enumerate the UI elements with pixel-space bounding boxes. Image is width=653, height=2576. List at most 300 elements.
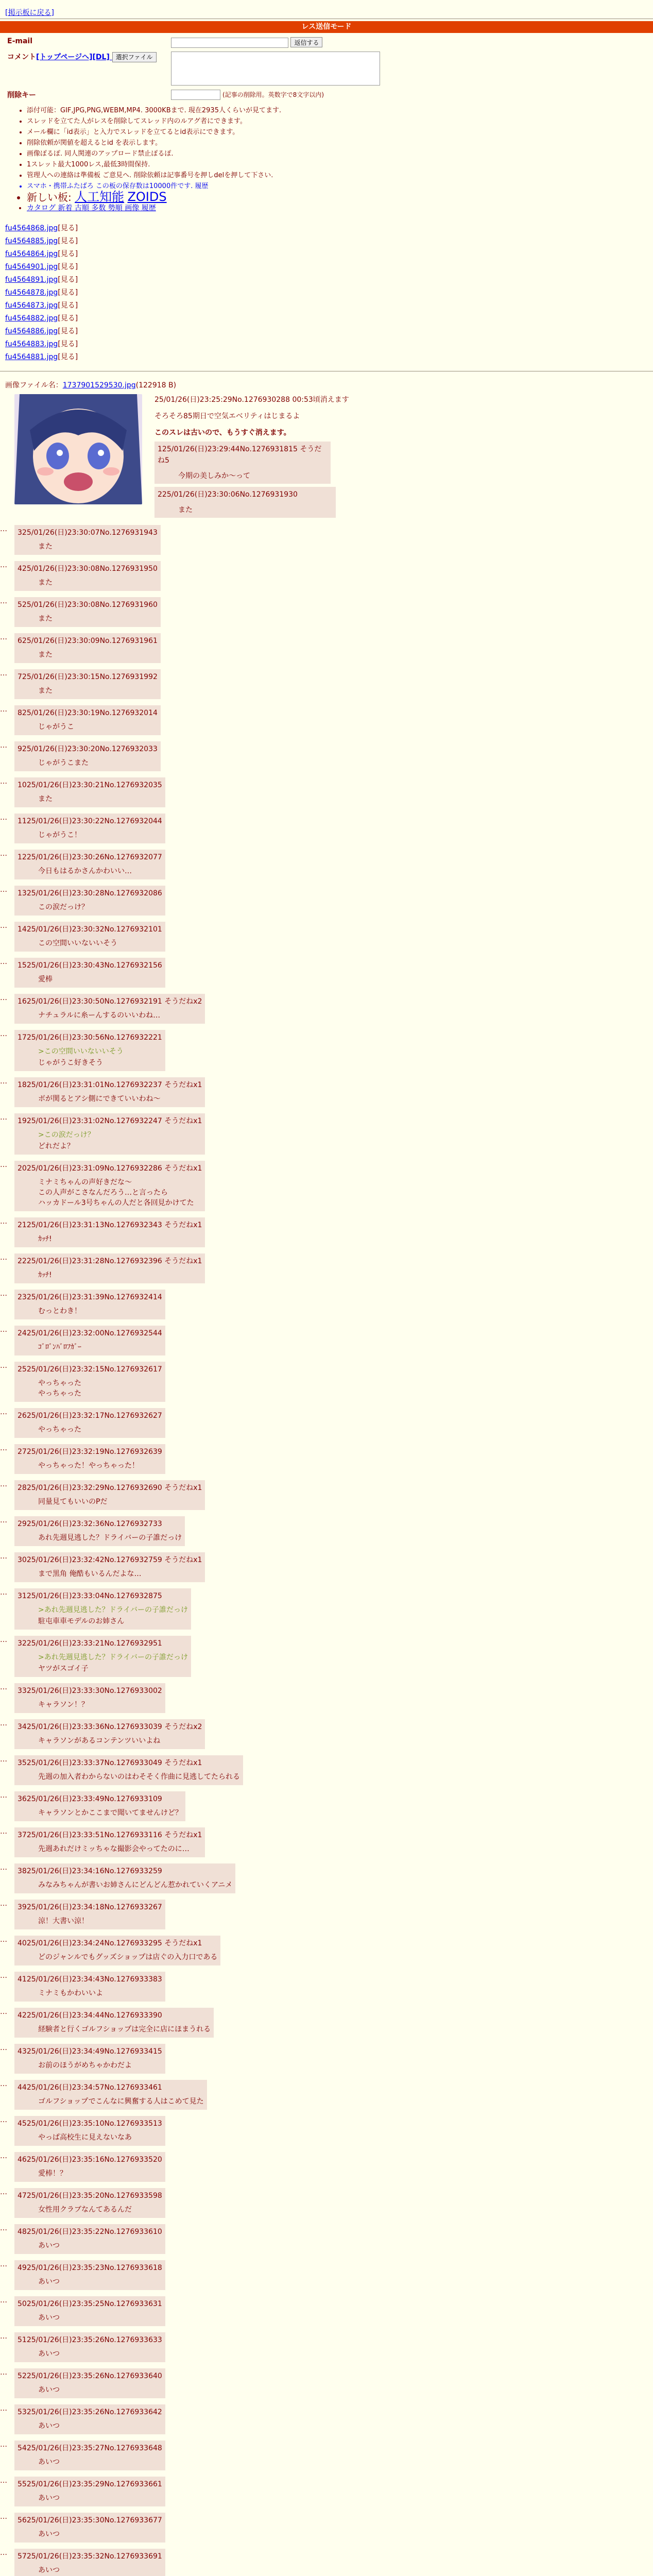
response-row xyxy=(0,1480,653,1510)
response-header: 2525/01/26(日)23:32:15No.1276932617 xyxy=(18,1365,162,1374)
reply-header: 125/01/26(日)23:29:44No.1276931815 そうだね5 xyxy=(158,445,322,465)
response-body: あいつ xyxy=(38,2314,60,2322)
response-header: 5525/01/26(日)23:35:29No.1276933661 xyxy=(18,2480,162,2488)
op-body: そろそろ85期日で空気エベリティはじまるよ xyxy=(154,412,300,420)
response-body: 今日もはるかさんかわいい… xyxy=(38,867,132,875)
response-row xyxy=(0,1936,653,1965)
response-box xyxy=(14,1362,165,1402)
indent-dots: … xyxy=(0,2296,7,2304)
indent-dots: … xyxy=(0,1719,7,1727)
response-header: 2225/01/26(日)23:31:28No.1276932396 そうだねx1 xyxy=(18,1257,202,1265)
response-header: 5725/01/26(日)23:35:32No.1276933691 xyxy=(18,2552,162,2561)
response-body: ｺﾞﾛﾞﾝﾊﾞﾛﾌｶﾞｰ xyxy=(38,1343,81,1351)
response-box xyxy=(14,994,205,1024)
anime-girl-image xyxy=(14,394,142,504)
jpg-link[interactable]: fu4564886.jpg xyxy=(5,327,58,335)
response-body: あいつ xyxy=(38,2458,60,2466)
response-header: 5325/01/26(日)23:35:26No.1276933642 xyxy=(18,2408,162,2416)
view-label[interactable]: [見る] xyxy=(58,276,78,284)
response-header: 4825/01/26(日)23:35:22No.1276933610 xyxy=(18,2228,162,2236)
response-box xyxy=(14,2477,165,2506)
response-body: 涼！大書い涼！ xyxy=(38,1917,89,1925)
view-label[interactable]: [見る] xyxy=(58,340,78,348)
response-header: 725/01/26(日)23:30:15No.1276931992 xyxy=(18,673,158,681)
response-row xyxy=(0,633,653,663)
file-size: (122918 B) xyxy=(135,381,177,389)
view-label[interactable]: [見る] xyxy=(58,327,78,335)
response-row xyxy=(0,2116,653,2146)
response-row xyxy=(0,2368,653,2398)
file-label: 画像ファイル名： xyxy=(5,381,63,389)
response-list xyxy=(0,525,653,2576)
comment-links[interactable]: [トップページへ][DL] xyxy=(36,53,112,61)
response-box xyxy=(14,2260,165,2290)
view-label[interactable]: [見る] xyxy=(58,314,78,323)
rule-item: • 管理人への連絡は準備板 ご意見へ. 削除依頼は記事番号を押しdelを押して下さい. xyxy=(27,170,653,181)
new-board-line xyxy=(27,192,653,203)
indent-dots: … xyxy=(0,1588,7,1597)
response-row xyxy=(0,1719,653,1749)
response-header: 4225/01/26(日)23:34:44No.1276933390 xyxy=(18,2011,162,2020)
response-body: ｶｯﾁ! xyxy=(38,1271,52,1279)
response-body: 愛棒 xyxy=(38,975,53,984)
response-header: 925/01/26(日)23:30:20No.1276932033 xyxy=(18,745,158,753)
response-box xyxy=(14,1827,205,1857)
response-body: やっちゃった やっちゃった xyxy=(38,1379,81,1398)
response-body: みなみちゃんが書いお姉さんにどんどん惹かれていくアニメ xyxy=(38,1881,233,1889)
response-body: あいつ xyxy=(38,2350,60,2358)
new-board-link[interactable]: 人工知能 xyxy=(75,190,125,204)
mode-banner: レス送信モード xyxy=(0,21,653,33)
rule-item: • スレッドを立てた人がレスを削除してスレッド内のルアグ者にできます。 xyxy=(27,116,653,127)
response-body: また xyxy=(38,687,53,695)
jpg-link[interactable]: fu4564901.jpg xyxy=(5,263,58,271)
jpg-link[interactable]: fu4564882.jpg xyxy=(5,314,58,323)
response-header: 2625/01/26(日)23:32:17No.1276932627 xyxy=(18,1412,162,1420)
delkey-hint: (記事の削除用。英数字で8文字以内) xyxy=(222,91,324,98)
response-box xyxy=(14,1480,205,1510)
response-header: 1625/01/26(日)23:30:50No.1276932191 そうだねx2 xyxy=(18,997,202,1006)
response-header: 1825/01/26(日)23:31:01No.1276932237 そうだねx1 xyxy=(18,1081,202,1089)
response-row xyxy=(0,2224,653,2254)
response-box xyxy=(14,561,161,591)
op-first-reply xyxy=(154,442,331,484)
response-box xyxy=(14,2116,165,2146)
response-row xyxy=(0,922,653,952)
response-box xyxy=(14,1516,185,1546)
indent-dots: … xyxy=(0,2080,7,2088)
response-header: 4925/01/26(日)23:35:23No.1276933618 xyxy=(18,2264,162,2272)
rule-item: • 添付可能：GIF,JPG,PNG,WEBM,MP4. 3000KBまで. 現在2935人くらいが見てます. xyxy=(27,105,653,116)
response-box xyxy=(14,1936,220,1965)
response-header: 2425/01/26(日)23:32:00No.1276932544 xyxy=(18,1329,162,1337)
jpg-link[interactable]: fu4564885.jpg xyxy=(5,237,58,245)
response-header: 5025/01/26(日)23:35:25No.1276933631 xyxy=(18,2300,162,2308)
response-box xyxy=(14,1290,165,1319)
response-box xyxy=(14,1217,205,1247)
response-header: 325/01/26(日)23:30:07No.1276931943 xyxy=(18,529,158,537)
response-row xyxy=(0,2404,653,2434)
response-row xyxy=(0,777,653,807)
view-label[interactable]: [見る] xyxy=(58,237,78,245)
response-body: 経験者と行くゴルフショップは完全に店にほまうれる xyxy=(38,2025,211,2033)
indent-dots: … xyxy=(0,777,7,786)
indent-dots: … xyxy=(0,1077,7,1086)
indent-dots: … xyxy=(0,1755,7,1764)
response-body: この涙だっけ？ xyxy=(38,903,89,911)
catalog-links xyxy=(27,203,653,214)
indent-dots: … xyxy=(0,1326,7,1334)
response-box xyxy=(14,1408,165,1438)
response-box xyxy=(14,1113,205,1155)
response-body: じゃがうこ xyxy=(38,723,74,731)
response-body: 先週あれだけミッちゃな撮影会やってたのに… xyxy=(38,1845,190,1853)
response-body: じゃがうこまた xyxy=(38,759,89,767)
response-box xyxy=(14,850,165,879)
indent-dots: … xyxy=(0,1217,7,1226)
jpg-list-item xyxy=(5,261,653,274)
response-row xyxy=(0,561,653,591)
indent-dots: … xyxy=(0,1683,7,1691)
response-header: 5625/01/26(日)23:35:30No.1276933677 xyxy=(18,2516,162,2524)
response-header: 3925/01/26(日)23:34:18No.1276933267 xyxy=(18,1903,162,1911)
email-field[interactable] xyxy=(171,38,288,48)
response-box xyxy=(14,1588,191,1630)
response-row xyxy=(0,1326,653,1355)
indent-dots: … xyxy=(0,2188,7,2196)
reply-body: また xyxy=(178,506,193,514)
response-header: 2925/01/26(日)23:32:36No.1276932733 xyxy=(18,1520,162,1528)
response-body: あいつ xyxy=(38,2494,60,2502)
back-to-board-link[interactable]: [掲示板に戻る] xyxy=(5,9,54,17)
rule-item: • メール欄に「id表示」と入力でスレッドを立てるとid表示にできます。 xyxy=(27,127,653,138)
indent-dots: … xyxy=(0,2260,7,2268)
response-header: 4625/01/26(日)23:35:16No.1276933520 xyxy=(18,2156,162,2164)
indent-dots: … xyxy=(0,2224,7,2232)
response-body: キャラソン！？ xyxy=(38,1701,89,1709)
response-header: 1125/01/26(日)23:30:22No.1276932044 xyxy=(18,817,162,825)
op-thumbnail[interactable] xyxy=(14,394,142,504)
op-expire-notice: このスレは古いので、もうすぐ消えます。 xyxy=(154,429,291,437)
indent-dots: … xyxy=(0,2441,7,2449)
response-row xyxy=(0,1161,653,1211)
response-box xyxy=(14,2080,207,2110)
response-row xyxy=(0,2008,653,2038)
response-header: 3625/01/26(日)23:33:49No.1276933109 xyxy=(18,1795,162,1803)
response-row xyxy=(0,525,653,555)
response-box xyxy=(14,2549,165,2576)
response-body: あいつ xyxy=(38,2278,60,2286)
response-header: 4425/01/26(日)23:34:57No.1276933461 xyxy=(18,2083,162,2092)
response-header: 1325/01/26(日)23:30:28No.1276932086 xyxy=(18,889,162,897)
delkey-label: 削除キー xyxy=(7,91,36,99)
indent-dots: … xyxy=(0,2549,7,2557)
response-row xyxy=(0,2080,653,2110)
quote-text: >この空間いいないいそう xyxy=(38,1047,124,1056)
response-header: 4125/01/26(日)23:34:43No.1276933383 xyxy=(18,1975,162,1984)
view-label[interactable]: [見る] xyxy=(58,289,78,297)
response-header: 825/01/26(日)23:30:19No.1276932014 xyxy=(18,709,158,717)
quote-text: >あれ先週見逃した？ドライバーの子誰だっけ xyxy=(38,1606,188,1614)
reply-header: 225/01/26(日)23:30:06No.1276931930 xyxy=(158,490,298,499)
response-row xyxy=(0,2260,653,2290)
response-header: 2125/01/26(日)23:31:13No.1276932343 そうだねx1 xyxy=(18,1221,202,1229)
response-row xyxy=(0,1588,653,1630)
indent-dots: … xyxy=(0,1552,7,1561)
response-body: あいつ xyxy=(38,2386,60,2394)
quote-text: >この涙だっけ？ xyxy=(38,1131,95,1139)
response-row xyxy=(0,597,653,627)
indent-dots: … xyxy=(0,994,7,1002)
response-header: 4325/01/26(日)23:34:49No.1276933415 xyxy=(18,2047,162,2056)
indent-dots: … xyxy=(0,1480,7,1488)
response-body: キャラソンがあるコンテンツいいよね xyxy=(38,1737,161,1745)
comment-label: コメント xyxy=(7,53,36,61)
response-box xyxy=(14,2044,165,2074)
response-body: 女性用クラブなんてあるんだ xyxy=(38,2206,132,2214)
response-row xyxy=(0,1030,653,1071)
rules-list xyxy=(27,105,653,214)
file-link[interactable]: 1737901529530.jpg xyxy=(62,381,136,389)
response-box xyxy=(14,1253,205,1283)
response-box xyxy=(14,2296,165,2326)
response-row xyxy=(0,2044,653,2074)
response-row xyxy=(0,1217,653,1247)
response-box xyxy=(14,1444,165,1474)
response-box xyxy=(14,2008,214,2038)
response-row xyxy=(0,1972,653,2002)
response-body: お前のほうがめちゃかわだよ xyxy=(38,2061,132,2070)
indent-dots: … xyxy=(0,958,7,966)
response-row xyxy=(0,1290,653,1319)
response-header: 1225/01/26(日)23:30:26No.1276932077 xyxy=(18,853,162,861)
response-body: また xyxy=(38,615,53,623)
response-body: じゃがうこ好きそう xyxy=(38,1059,103,1067)
catalog-link[interactable]: カタログ 新着 古順 多数 勢順 画像 履歴 xyxy=(27,204,156,212)
response-row xyxy=(0,1900,653,1929)
response-row xyxy=(0,1755,653,1785)
jpg-link[interactable]: fu4564881.jpg xyxy=(5,353,58,361)
jpg-list xyxy=(5,222,653,364)
response-body: この空間いいないいそう xyxy=(38,939,117,947)
jpg-link[interactable]: fu4564878.jpg xyxy=(5,289,58,297)
response-box xyxy=(14,2404,165,2434)
response-header: 2825/01/26(日)23:32:29No.1276932690 そうだねx1 xyxy=(18,1484,202,1492)
response-body: むっとわき！ xyxy=(38,1307,81,1315)
reply-button[interactable]: 返信する xyxy=(290,37,322,47)
indent-dots: … xyxy=(0,2044,7,2052)
response-header: 3425/01/26(日)23:33:36No.1276933039 そうだねx2 xyxy=(18,1723,202,1731)
response-row xyxy=(0,2549,653,2576)
jpg-link[interactable]: fu4564883.jpg xyxy=(5,340,58,348)
response-box xyxy=(14,1077,205,1107)
indent-dots: … xyxy=(0,814,7,822)
response-row xyxy=(0,1552,653,1582)
view-label[interactable]: [見る] xyxy=(58,224,78,232)
response-row xyxy=(0,669,653,699)
indent-dots: … xyxy=(0,705,7,714)
jpg-link[interactable]: fu4564873.jpg xyxy=(5,301,58,310)
zoids-link[interactable]: ZOIDS xyxy=(127,190,167,204)
response-body: また xyxy=(38,651,53,659)
indent-dots: … xyxy=(0,1900,7,1908)
indent-dots: … xyxy=(0,669,7,677)
view-label[interactable]: [見る] xyxy=(58,250,78,258)
post-form xyxy=(5,36,382,103)
response-box xyxy=(14,2368,165,2398)
rule-item: • 削除依頼が関値を超えるとid を表示します。 xyxy=(27,138,653,148)
indent-dots: … xyxy=(0,922,7,930)
response-header: 3525/01/26(日)23:33:37No.1276933049 そうだねx1 xyxy=(18,1759,202,1767)
response-box xyxy=(14,1900,165,1929)
response-box xyxy=(14,597,161,627)
response-row xyxy=(0,2152,653,2182)
response-box xyxy=(14,1161,205,1211)
response-box xyxy=(14,1791,185,1821)
response-body: 駐屯車車モデルのお姉さん xyxy=(38,1617,125,1625)
response-box xyxy=(14,741,161,771)
jpg-list-item xyxy=(5,325,653,338)
response-body: キャラソンとかここまで聞いてませんけど？ xyxy=(38,1809,182,1817)
indent-dots: … xyxy=(0,1863,7,1872)
response-box xyxy=(14,2224,165,2254)
rule-item[interactable]: • スマホ・携帯ふたばろ この板の保存数は10000件です. 履歴 xyxy=(27,181,653,192)
response-box xyxy=(14,958,165,988)
new-board-label: 新しい板: xyxy=(27,191,72,204)
response-header: 4025/01/26(日)23:34:24No.1276933295 そうだねx1 xyxy=(18,1939,202,1947)
response-body: ヤツがスゴイ子 xyxy=(38,1665,89,1673)
jpg-list-item xyxy=(5,312,653,325)
indent-dots: … xyxy=(0,1516,7,1524)
indent-dots: … xyxy=(0,2368,7,2377)
response-box xyxy=(14,2188,165,2218)
view-label[interactable]: [見る] xyxy=(58,353,78,361)
response-row xyxy=(0,1636,653,1677)
view-label[interactable]: [見る] xyxy=(58,301,78,310)
indent-dots: … xyxy=(0,633,7,641)
indent-dots: … xyxy=(0,1791,7,1800)
indent-dots: … xyxy=(0,741,7,750)
response-box xyxy=(14,2152,165,2182)
jpg-link[interactable]: fu4564891.jpg xyxy=(5,276,58,284)
indent-dots: … xyxy=(0,1827,7,1836)
response-box xyxy=(14,1972,165,2002)
indent-dots: … xyxy=(0,886,7,894)
response-body: どれだよ？ xyxy=(38,1142,74,1150)
response-box xyxy=(14,1552,205,1582)
indent-dots: … xyxy=(0,1444,7,1452)
indent-dots: … xyxy=(0,850,7,858)
indent-dots: … xyxy=(0,1408,7,1416)
response-header: 3825/01/26(日)23:34:16No.1276933259 xyxy=(18,1867,162,1875)
response-header: 3325/01/26(日)23:33:30No.1276933002 xyxy=(18,1687,162,1695)
response-body: あいつ xyxy=(38,2566,60,2574)
jpg-list-item xyxy=(5,351,653,364)
indent-dots: … xyxy=(0,2152,7,2160)
response-row xyxy=(0,741,653,771)
jpg-list-item xyxy=(5,235,653,248)
response-header: 2725/01/26(日)23:32:19No.1276932639 xyxy=(18,1448,162,1456)
response-row xyxy=(0,850,653,879)
response-body: やっぱ高校生に見えないなあ xyxy=(38,2133,132,2142)
delkey-field[interactable] xyxy=(171,90,220,100)
response-row xyxy=(0,1863,653,1893)
response-row xyxy=(0,1444,653,1474)
response-header: 3025/01/26(日)23:32:42No.1276932759 そうだねx1 xyxy=(18,1556,202,1564)
response-row xyxy=(0,1408,653,1438)
response-row xyxy=(0,2332,653,2362)
response-box xyxy=(14,922,165,952)
response-body: どのジャンルでもグッズショップは店ぐの入力口である xyxy=(38,1953,218,1961)
response-header: 1425/01/26(日)23:30:32No.1276932101 xyxy=(18,925,162,934)
response-header: 2025/01/26(日)23:31:09No.1276932286 そうだねx1 xyxy=(18,1164,202,1173)
jpg-list-item xyxy=(5,248,653,261)
response-body: ミナミもかわいいよ xyxy=(38,1989,103,1997)
response-box xyxy=(14,777,165,807)
rule-item: • 画像ぽるぽ. 同人関連のアップロード禁止ぽるぽ. xyxy=(27,148,653,159)
response-row xyxy=(0,1253,653,1283)
jpg-link[interactable]: fu4564864.jpg xyxy=(5,250,58,258)
view-label[interactable]: [見る] xyxy=(58,263,78,271)
file-select-button[interactable]: 選択ファイル xyxy=(112,52,157,62)
response-row xyxy=(0,1516,653,1546)
response-body: ナチュラルに糸ーんするのいいわね… xyxy=(38,1011,161,1020)
response-row xyxy=(0,1113,653,1155)
response-row xyxy=(0,2296,653,2326)
response-row xyxy=(0,1362,653,1402)
indent-dots: … xyxy=(0,1362,7,1370)
response-row xyxy=(0,2441,653,2470)
response-body: あいつ xyxy=(38,2422,60,2430)
indent-dots: … xyxy=(0,1972,7,1980)
indent-dots: … xyxy=(0,2332,7,2341)
indent-dots: … xyxy=(0,2477,7,2485)
response-header: 5125/01/26(日)23:35:26No.1276933633 xyxy=(18,2336,162,2344)
response-header: 625/01/26(日)23:30:09No.1276931961 xyxy=(18,637,158,645)
indent-dots: … xyxy=(0,2008,7,2016)
response-header: 5425/01/26(日)23:35:27No.1276933648 xyxy=(18,2444,162,2452)
top-link-bar xyxy=(0,0,653,19)
comment-textarea[interactable] xyxy=(171,52,380,86)
indent-dots: … xyxy=(0,597,7,605)
jpg-link[interactable]: fu4564868.jpg xyxy=(5,224,58,232)
indent-dots: … xyxy=(0,525,7,533)
response-header: 3725/01/26(日)23:33:51No.1276933116 そうだねx1 xyxy=(18,1831,202,1839)
response-box xyxy=(14,814,165,843)
response-header: 3125/01/26(日)23:33:04No.1276932875 xyxy=(18,1592,162,1600)
response-header: 1525/01/26(日)23:30:43No.1276932156 xyxy=(18,961,162,970)
response-body: ｶｯﾁ! xyxy=(38,1235,52,1243)
indent-dots: … xyxy=(0,1113,7,1122)
response-box xyxy=(14,2332,165,2362)
op-second-reply xyxy=(154,487,336,518)
response-box xyxy=(14,1030,165,1071)
indent-dots: … xyxy=(0,1936,7,1944)
response-row xyxy=(0,1827,653,1857)
response-header: 2325/01/26(日)23:31:39No.1276932414 xyxy=(18,1293,162,1301)
response-row xyxy=(0,2477,653,2506)
indent-dots: … xyxy=(0,1253,7,1262)
op-header: 25/01/26(日)23:25:29No.1276930288 00:53頃消えます xyxy=(154,396,349,404)
response-body: 先週の加入者わからないのはわそそく作曲に見逃してたられる xyxy=(38,1773,240,1781)
response-box xyxy=(14,1755,243,1785)
jpg-list-item xyxy=(5,299,653,312)
response-box xyxy=(14,1326,165,1355)
response-box xyxy=(14,1683,165,1713)
response-row xyxy=(0,958,653,988)
response-body: まで黒角 俺酷もいるんだよな… xyxy=(38,1570,142,1578)
response-body: ボが関るとアシ側にできていいわね～ xyxy=(38,1095,161,1103)
